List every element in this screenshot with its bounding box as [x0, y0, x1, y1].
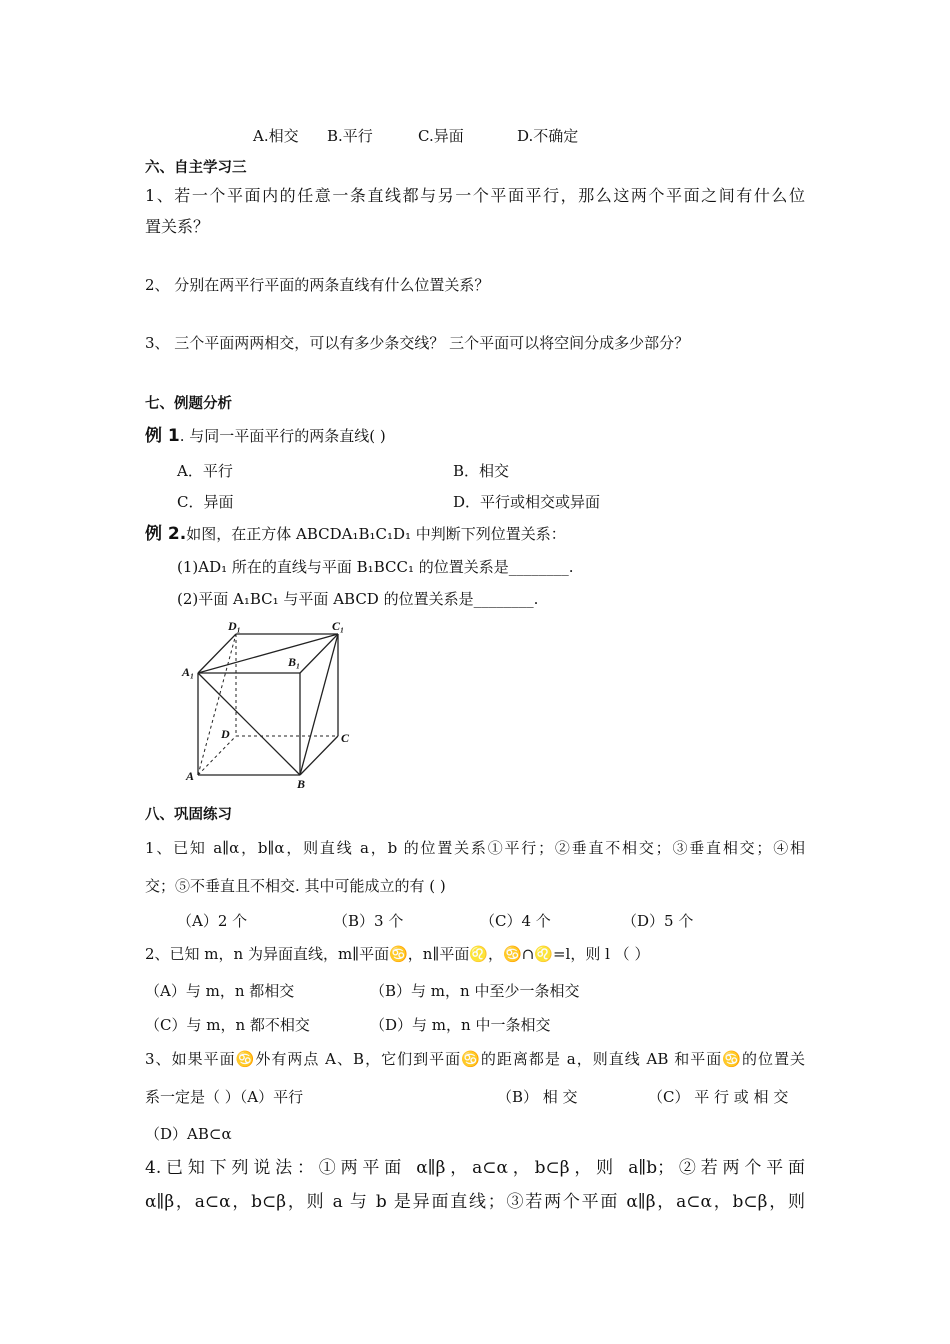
example-1-option-a: A．平行 [177, 462, 233, 480]
example-1-text: . 与同一平面平行的两条直线( ) [179, 427, 386, 445]
practice-2-option-a: （A）与 m，n 都相交 [145, 982, 295, 1000]
section-8-title: 八、巩固练习 [145, 807, 232, 823]
label-b: B [297, 777, 306, 791]
label-d: D [221, 727, 230, 741]
practice-3-line2c: （C） 平 行 或 相 交 [648, 1088, 789, 1106]
label-c: C [341, 731, 350, 745]
practice-4-line1: 4.已知下列说法：①两平面 α∥β，a⊂α，b⊂β，则 a∥b；②若两个平面 [145, 1158, 805, 1178]
practice-3-line2b: （B） 相 交 [497, 1088, 578, 1106]
practice-1-option-b: （B）3 个 [333, 912, 404, 930]
diag-bc1 [300, 634, 338, 775]
example-2-q2: (2)平面 A₁BC₁ 与平面 ABCD 的位置关系是________. [177, 590, 539, 608]
example-2-text: 如图，在正方体 ABCDA₁B₁C₁D₁ 中判断下列位置关系： [186, 525, 566, 543]
practice-3-line1: 3、如果平面♋外有两点 A、B，它们到平面♋的距离都是 a，则直线 AB 和平面♋的位置关 [145, 1050, 805, 1068]
example-1-option-d: D．平行或相交或异面 [453, 493, 601, 511]
practice-1-option-a: （A）2 个 [177, 912, 248, 930]
section-6-q1-line2: 置关系？ [145, 217, 210, 236]
section-7-title: 七、例题分析 [145, 396, 232, 412]
practice-2-line: 2、已知 m，n 为异面直线，m∥平面♋，n∥平面♌，♋∩♌=l，则 l （ ） [145, 945, 650, 963]
prev-option-b: B.平行 [327, 127, 373, 145]
practice-2-option-b: （B）与 m，n 中至少一条相交 [370, 982, 580, 1000]
practice-2-option-c: （C）与 m，n 都不相交 [145, 1016, 310, 1034]
example-2 [145, 524, 566, 544]
prev-option-d: D.不确定 [517, 127, 579, 145]
example-1-option-b: B．相交 [453, 462, 510, 480]
label-a: A [186, 769, 195, 783]
section-6-q2: 2、 分别在两平行平面的两条直线有什么位置关系？ [145, 276, 490, 294]
cube-figure [178, 618, 358, 794]
label-d1: D₁ [228, 619, 241, 633]
example-1-option-c: C．异面 [177, 493, 234, 511]
example-1-prefix: 例 1 [145, 426, 180, 446]
label-a1: A₁ [182, 665, 195, 679]
prev-option-c: C.异面 [418, 127, 464, 145]
prev-option-a: A.相交 [253, 127, 299, 145]
example-2-prefix: 例 2. [145, 524, 187, 544]
example-1 [145, 426, 386, 446]
section-6-title: 六、自主学习三 [145, 160, 247, 176]
practice-1-option-d: （D）5 个 [622, 912, 694, 930]
practice-2-option-d: （D）与 m，n 中一条相交 [370, 1016, 551, 1034]
label-c1: C₁ [332, 619, 345, 633]
diag-a1b [198, 673, 300, 775]
practice-1-line1: 1、已知 a∥α，b∥α，则直线 a，b 的位置关系①平行；②垂直不相交；③垂直相交；④相 [145, 839, 805, 857]
practice-1-option-c: （C）4 个 [480, 912, 551, 930]
diag-a1c1 [198, 634, 338, 673]
label-b1: B₁ [288, 655, 301, 669]
practice-1-line2: 交；⑤不垂直且不相交. 其中可能成立的有 ( ) [145, 877, 446, 895]
example-2-q1: (1)AD₁ 所在的直线与平面 B₁BCC₁ 的位置关系是________. [177, 558, 574, 576]
practice-3-line3: （D）AB⊂α [145, 1125, 232, 1143]
practice-4-line2: α∥β，a⊂α，b⊂β，则 a 与 b 是异面直线；③若两个平面 α∥β，a⊂α，b⊂β，则 [145, 1192, 805, 1212]
section-6-q1-line1: 1、若一个平面内的任意一条直线都与另一个平面平行，那么这两个平面之间有什么位 [145, 186, 805, 205]
practice-3-line2a: 系一定是（ ）（A）平行 [145, 1088, 304, 1106]
section-6-q3: 3、 三个平面两两相交，可以有多少条交线？ 三个平面可以将空间分成多少部分？ [145, 334, 690, 352]
